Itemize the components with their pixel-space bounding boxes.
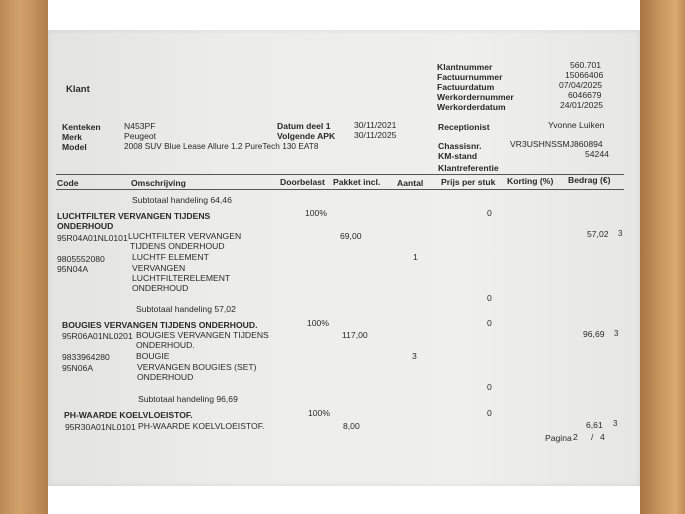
receptionist-label: Receptionist	[438, 122, 490, 132]
werkordernummer-value: 6046679	[568, 90, 602, 100]
col-aantal: Aantal	[397, 178, 424, 188]
klant-label: Klant	[66, 84, 90, 95]
item-code: 9833964280	[62, 352, 110, 362]
aantal-value: 1	[413, 252, 418, 262]
item-description: BOUGIE	[136, 351, 170, 361]
volgende-apk-value: 30/11/2025	[354, 130, 397, 140]
bedrag-value: 96,69	[583, 329, 605, 339]
subtotal-line: Subtotaal handeling 57,02	[136, 304, 236, 314]
pagina-label: Pagina	[545, 433, 572, 443]
header-rule-bottom	[56, 189, 624, 190]
subtotal-line: Subtotaal handeling 96,69	[138, 394, 238, 404]
km-stand-value: 54244	[585, 149, 609, 159]
col-prijs-per-stuk: Prijs per stuk	[441, 177, 496, 187]
item-description-cont: TIJDENS ONDERHOUD	[130, 241, 225, 251]
prijs-value: 0	[487, 293, 492, 303]
wooden-surface-left	[0, 0, 48, 514]
handwritten-mark: 3	[618, 229, 623, 238]
item-description-cont: LUCHTFILTERELEMENT	[132, 273, 231, 283]
pakket-value: 117,00	[342, 330, 368, 340]
total-pages: 4	[600, 432, 605, 442]
factuurdatum-value: 07/04/2025	[559, 80, 603, 90]
factuurnummer-value: 15066406	[565, 70, 604, 80]
pakket-value: 8,00	[343, 421, 360, 431]
item-description: BOUGIES VERVANGEN TIJDENS	[136, 330, 269, 340]
chassisnr-label: Chassisnr.	[438, 141, 482, 151]
merk-label: Merk	[62, 132, 83, 142]
factuurnummer-label: Factuurnummer	[437, 72, 503, 82]
col-pakket-incl: Pakket incl.	[333, 177, 381, 187]
wooden-surface-right	[640, 0, 685, 514]
kenteken-value: N453PF	[124, 121, 156, 131]
item-code: 95N06A	[62, 363, 94, 373]
prijs-value: 0	[487, 318, 492, 328]
item-code: 95N04A	[57, 264, 89, 274]
section-title-cont: ONDERHOUD	[57, 221, 114, 231]
handwritten-mark: 3	[613, 419, 618, 428]
datum-deel1-value: 30/11/2021	[354, 120, 397, 130]
header-rule-top	[56, 174, 624, 175]
doorbelast-value: 100%	[305, 208, 327, 218]
col-korting: Korting (%)	[507, 176, 554, 186]
werkorderdatum-value: 24/01/2025	[560, 100, 604, 110]
klantnummer-label: Klantnummer	[437, 62, 493, 72]
bedrag-value: 57,02	[587, 229, 609, 239]
page-separator: /	[591, 432, 594, 442]
kenteken-label: Kenteken	[62, 122, 101, 132]
prijs-value: 0	[487, 208, 492, 218]
model-label: Model	[62, 142, 87, 152]
item-description: VERVANGEN BOUGIES (SET)	[137, 362, 257, 372]
item-description: LUCHTF ELEMENT	[132, 252, 209, 262]
prijs-value: 0	[487, 382, 492, 392]
item-code: 95R06A01NL0201	[62, 331, 133, 341]
current-page: 2	[573, 432, 578, 442]
item-description: VERVANGEN	[132, 263, 186, 273]
werkorderdatum-label: Werkorderdatum	[437, 102, 506, 112]
item-code: 9805552080	[57, 254, 105, 264]
model-value: 2008 SUV Blue Lease Allure 1.2 PureTech 130 EAT8	[124, 141, 319, 151]
section-title: BOUGIES VERVANGEN TIJDENS ONDERHOUD.	[62, 320, 258, 330]
aantal-value: 3	[412, 351, 417, 361]
section-title: PH-WAARDE KOELVLOEISTOF.	[64, 410, 193, 420]
item-code: 95R04A01NL0101	[57, 233, 128, 243]
doorbelast-value: 100%	[307, 318, 329, 328]
item-description-cont: ONDERHOUD	[132, 283, 189, 293]
item-description-cont: ONDERHOUD	[137, 372, 194, 382]
item-description: PH-WAARDE KOELVLOEISTOF.	[138, 421, 265, 431]
merk-value: Peugeot	[124, 131, 157, 141]
chassisnr-value: VR3USHNSSMJ860894	[510, 139, 603, 149]
col-doorbelast: Doorbelast	[280, 177, 325, 187]
receptionist-value: Yvonne Luiken	[548, 120, 605, 130]
bedrag-value: 6,61	[586, 420, 603, 430]
col-bedrag: Bedrag (€)	[568, 175, 611, 185]
pakket-value: 69,00	[340, 231, 362, 241]
datum-deel1-label: Datum deel 1	[277, 121, 331, 131]
item-description-cont: ONDERHOUD.	[136, 340, 195, 350]
factuurdatum-label: Factuurdatum	[437, 82, 495, 92]
section-title: LUCHTFILTER VERVANGEN TIJDENS	[57, 211, 211, 221]
volgende-apk-label: Volgende APK	[277, 131, 336, 141]
col-code: Code	[57, 178, 79, 188]
klantreferentie-label: Klantreferentie	[438, 163, 499, 173]
klantnummer-value: 560.701	[570, 60, 602, 70]
werkordernummer-label: Werkordernummer	[437, 92, 514, 102]
item-description: LUCHTFILTER VERVANGEN	[128, 231, 242, 241]
doorbelast-value: 100%	[308, 408, 330, 418]
item-code: 95R30A01NL0101	[65, 422, 136, 432]
km-stand-label: KM-stand	[438, 151, 478, 161]
col-omschrijving: Omschrijving	[131, 178, 186, 188]
subtotal-line: Subtotaal handeling 64,46	[132, 195, 232, 205]
prijs-value: 0	[487, 408, 492, 418]
handwritten-mark: 3	[614, 329, 619, 338]
